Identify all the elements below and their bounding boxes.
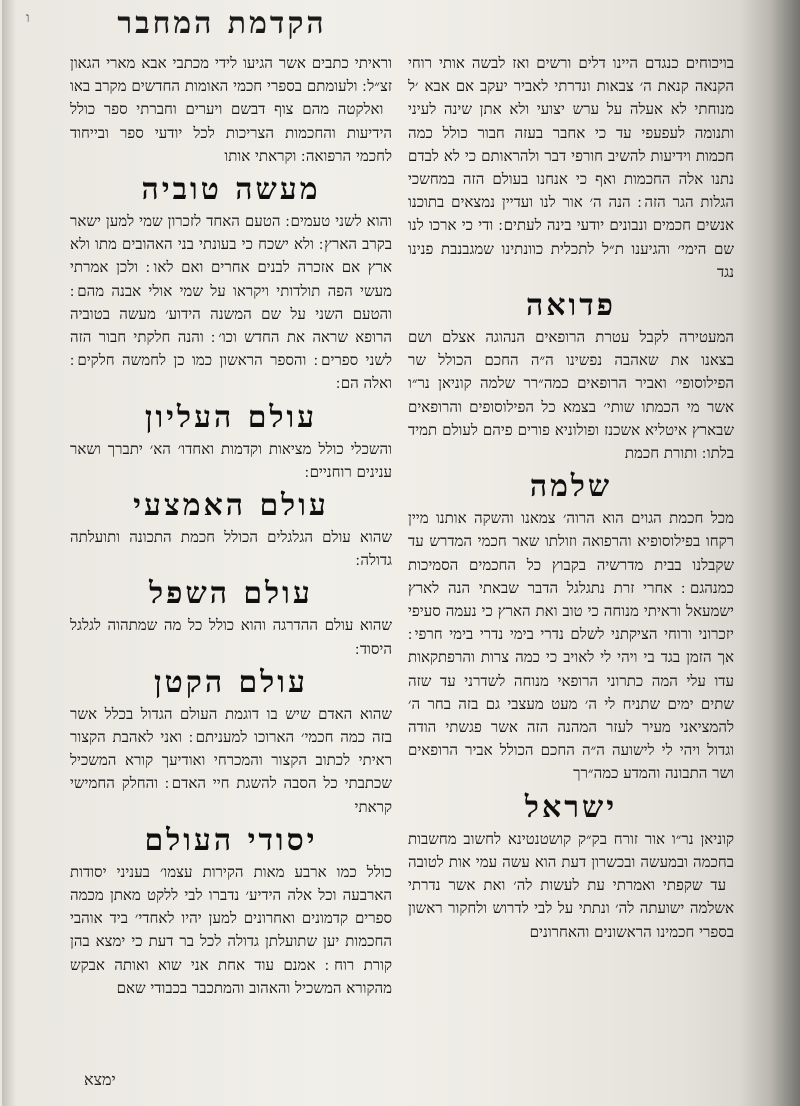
- paragraph: שהוא עולם הגלגלים הכולל חכמת התכונה ותועלתה גדולה ׃: [70, 528, 392, 570]
- paragraph: קוניאן נר״ו אור זורח בק״ק קושטנטינא לחשוב מחשבות בחכמה ובמעשה ובכשרון דעת הוא עשה עמי אות לטובה ׃ עד שקפתי ואמרתי עת לעשות לה׳ ואת אשר נדרתי אשלמה ישועתה לה׳ ונתתי על לבי לדרוש ולחקור ראשון בספרי חכמינו הראשונים והאחרונים: [408, 829, 734, 941]
- headword-israel: ישראל: [524, 789, 618, 825]
- paragraph: כולל כמו ארבע מאות הקירות עצמו׳ בעניני יסודות הארבעה וכל אלה הידיע׳ נדברו לבי ללקט מאתן מכמה ספרים קדמונים ואחרונים למען יהיו לאחדי׳ ביד אוהבי החכמות יען שתועלתן גדולה לכל בר דעת כי ימצא בהן קורת רוח ׃ אמנם עוד אחת אני שוא ואותה אבקש מהקורא המשכיל והאהוב והמתכבר בכבודי שאם: [70, 862, 392, 997]
- right-column: [408, 52, 734, 1062]
- paragraph: שהוא עולם ההדרגה והוא כולל כל מה שמתהוה לגלגל היסוד ׃: [70, 616, 392, 658]
- paragraph: בויכוחים כנגדם היינו דלים ורשים ואז לבשה אותי רוחי הקנאה קנאת ה׳ צבאות ונדרתי לאביר יעקב אם אבא ׳ל מנוחתי לא אעלה על ערש יצועי ולא אתן שינה לעיני ותנומה לעפעפי עד כי אחבר בעזה חבור כולל כמה חכמות וידיעות להשיב חורפי דבר ולהראותם כי לא לבדם נתנו אלה החכמות ואף כי אנחנו בעולם הזה במחשכי הגלות הגר הזה ׃ הנה ה׳ אור לנו ועדיין נמצאים בתוכנו אנשים חכמים ונבונים יודעי בינה לעתים ׃ ודי כי ארכו לנו שם הימי׳ והגיענו ת״ל לתכלית כוונתינו שמגבנבת פנינו נגד: [408, 54, 734, 281]
- book-spine-shadow: [740, 0, 800, 1106]
- headword-olam-hashafel: עולם השפל: [149, 576, 313, 612]
- page-edge-shadow: [2, 0, 16, 1106]
- paragraph: והשכלי כולל מציאות וקדמות ואחדו׳ הא׳ יתברך ושאר ענינים רוחניים ׃: [70, 439, 392, 481]
- catchword: ימצא: [84, 1070, 116, 1089]
- left-column: [70, 52, 392, 1062]
- headword-yesodei-haolam: יסודי העולם: [144, 822, 318, 858]
- page-header: [0, 4, 800, 48]
- paragraph: המעטירה לקבל עטרת הרופאים הנהוגה אצלם ושם בצאנו את שאהבה נפשינו ה״ה החכם הכולל שר הפילוסופי׳ ואביר הרופאים כמה״רר שלמה קוניאן נר״ו אשר מי הכמתו שותי׳ בצמא כל הפילוסופים והרופאים שבארץ איטליא אשכנז ופולוניא פורים פיהם לעולם תמיד בלתו ׃ ותורת חכמת: [408, 328, 734, 463]
- paragraph: והוא לשני טעמים ׃ הטעם האחד לזכרון שמי למען ישאר בקרב הארץ ׃ ולא ישכח כי בעונתי בני האהובים מתו ולא ארץ אם אזכרה לבנים אחרים ואם לאו ׃ ולכן אמרתי מעשי הפה תולדותי ויקראו על שמי אולי אבנה מהם ׃ והטעם השני על שם המשנה הידוע׳ מעשה בטוביה הרופא שראה את החדש וכו׳ ׃ והנה חלקתי חבור הזה לשני ספרים ׃ והספר הראשון כמו כן לחמשה חלקים ׃ ואלה הם ׃: [70, 212, 392, 393]
- paragraph: מכל חכמת הגוים הוא הרוה׳ צמאנו והשקה אותנו מיין רקחו בפילוסופיא והרפואה וזולתו שאר חכמי המדרש עד שקבלנו בבית מדרשיה בקבוץ כל החכמים הסמיכות כמנהגם ׃ אחרי זרת נתגלגל הדבר שבאתי הנה לארץ ישמעאל וראיתי מנוחה כי טוב ואת הארץ כי נעמה סעיפי יזכרוני ורוחי הציקתני לשלם נדרי בימי נדרי בימי חרפי ׃ אך הזמן בגד בי ויהי לי לאויב כי כמה צרות והרפתקאות עדו עלי המה כתרוני הרופאי מנוחה לשדרני עד שזה שתים ימים שתניח לי ה׳ מעט מעצבי גם בזה בחר ה׳ להמציאני מעיר לעזר המהנה הזה אשר פגשתי הודה וגדול ויהי לי לישועה ה״ה החכם הכולל אביר הרופאים ושר התבונה והמדע כמה״רך: [408, 509, 734, 783]
- headword-olam-hakatan: עולם הקטן: [154, 664, 308, 700]
- headword-olam-haemtzai: עולם האמצעי: [133, 488, 329, 524]
- headword-shlomo: שלמה: [529, 469, 613, 505]
- paragraph: וראיתי כתבים אשר הגיעו לידי מכתבי אבא מארי הגאון זצ״ל ׃ ולעומתם בספרי חכמי האומות החדשים מקרב באו ׃ ואלקטה מהם צוף דבשם ויערים וחברתי ספר כולל הידיעות והחכמות הצריכות לכל יודעי ספר ובייחוד לחכמי הרפואה ׃ וקראתי אותו: [70, 54, 392, 165]
- running-title: הקדמת המחבר: [117, 6, 327, 41]
- headword-book-title: מעשה טוביה: [141, 172, 321, 208]
- page-number: ו: [26, 10, 30, 26]
- headword-olam-haelyon: עולם העליון: [144, 399, 318, 435]
- paragraph: שהוא האדם שיש בו דוגמת העולם הגדול בכלל אשר בזה כמה חכמי׳ הארוכו למעניתם ׃ ואני לאהבת הקצור ראיתי לכתוב הקצור והמכרחי ואודיעך קורא המשכיל שכתבתי כל הסבה להשגת חיי האדם ׃ והחלק החמישי קראתי: [70, 704, 392, 816]
- headword-padua: פדואה: [526, 288, 616, 324]
